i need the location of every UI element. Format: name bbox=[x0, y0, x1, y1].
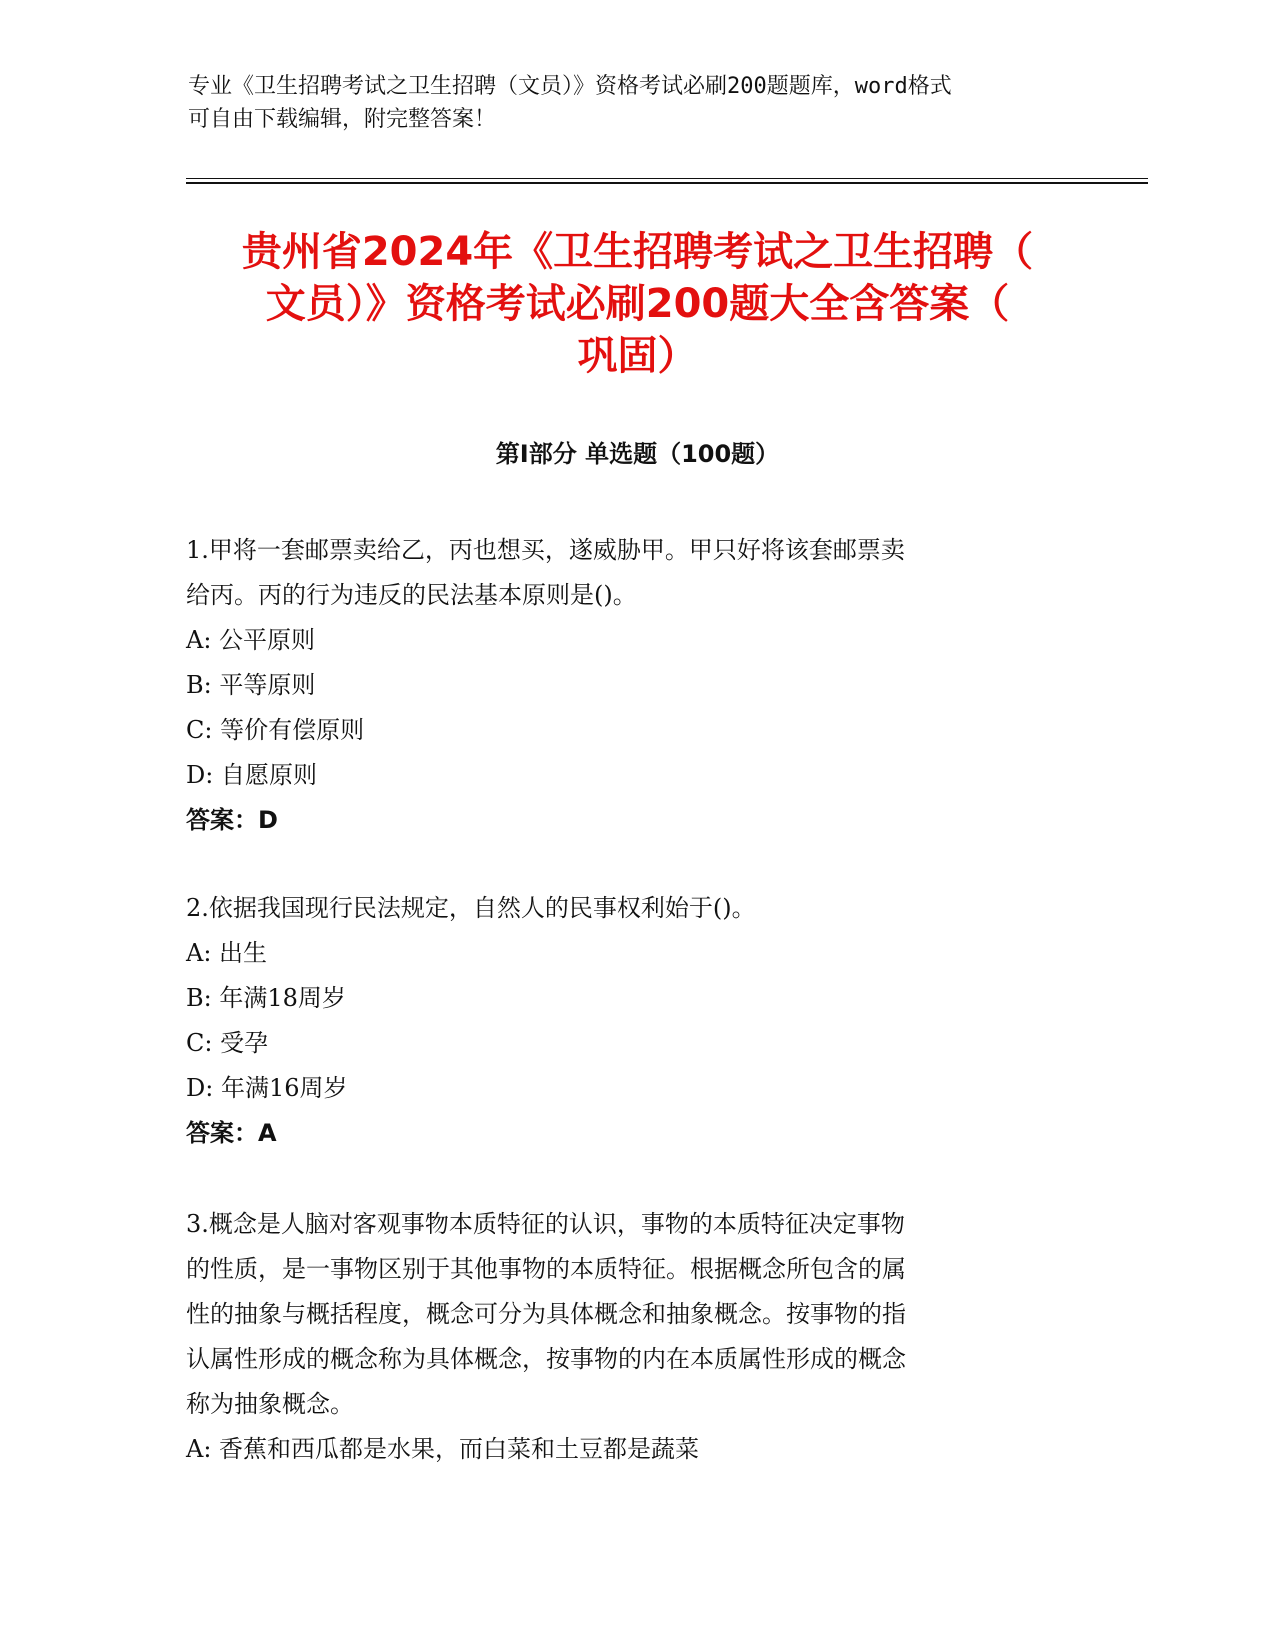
option-a: A: 公平原则 bbox=[186, 626, 316, 654]
answer: 答案：D bbox=[186, 806, 278, 834]
option-a: A: 出生 bbox=[186, 939, 268, 967]
question-stem: 称为抽象概念。 bbox=[186, 1390, 354, 1418]
question-stem: 认属性形成的概念称为具体概念，按事物的内在本质属性形成的概念 bbox=[186, 1345, 906, 1373]
question-stem: 2.依据我国现行民法规定，自然人的民事权利始于()。 bbox=[186, 894, 756, 922]
title-line: 巩固） bbox=[577, 333, 698, 379]
option-b: B: 平等原则 bbox=[186, 671, 316, 699]
answer: 答案：A bbox=[186, 1119, 277, 1147]
question-stem: 的性质，是一事物区别于其他事物的本质特征。根据概念所包含的属 bbox=[186, 1255, 906, 1283]
question-stem: 给丙。丙的行为违反的民法基本原则是()。 bbox=[186, 581, 637, 609]
question-stem: 3.概念是人脑对客观事物本质特征的认识，事物的本质特征决定事物 bbox=[186, 1210, 905, 1238]
option-d: D: 自愿原则 bbox=[186, 761, 317, 789]
header-note-line: 专业《卫生招聘考试之卫生招聘（文员）》资格考试必刷200题题库，word格式 bbox=[188, 74, 952, 99]
title-line: 文员）》资格考试必刷200题大全含答案（ bbox=[265, 281, 1010, 327]
option-d: D: 年满16周岁 bbox=[186, 1074, 348, 1102]
question-3 bbox=[186, 1202, 1086, 1472]
question-2 bbox=[186, 886, 1086, 1156]
question-stem: 性的抽象与概括程度，概念可分为具体概念和抽象概念。按事物的指 bbox=[186, 1300, 906, 1328]
option-c: C: 受孕 bbox=[186, 1029, 269, 1057]
option-c: C: 等价有偿原则 bbox=[186, 716, 365, 744]
option-b: B: 年满18周岁 bbox=[186, 984, 346, 1012]
question-1 bbox=[186, 528, 1086, 843]
title-line: 贵州省2024年《卫生招聘考试之卫生招聘（ bbox=[241, 229, 1034, 275]
document-title bbox=[130, 226, 1145, 382]
section-heading: 第I部分 单选题（100题） bbox=[495, 440, 780, 468]
option-a: A: 香蕉和西瓜都是水果，而白菜和土豆都是蔬菜 bbox=[186, 1435, 700, 1463]
header-divider bbox=[186, 178, 1148, 179]
header-note-line: 可自由下载编辑，附完整答案！ bbox=[188, 107, 497, 132]
header-note bbox=[188, 70, 1068, 136]
question-stem: 1.甲将一套邮票卖给乙，丙也想买，遂威胁甲。甲只好将该套邮票卖 bbox=[186, 536, 905, 564]
header-divider bbox=[186, 182, 1148, 184]
